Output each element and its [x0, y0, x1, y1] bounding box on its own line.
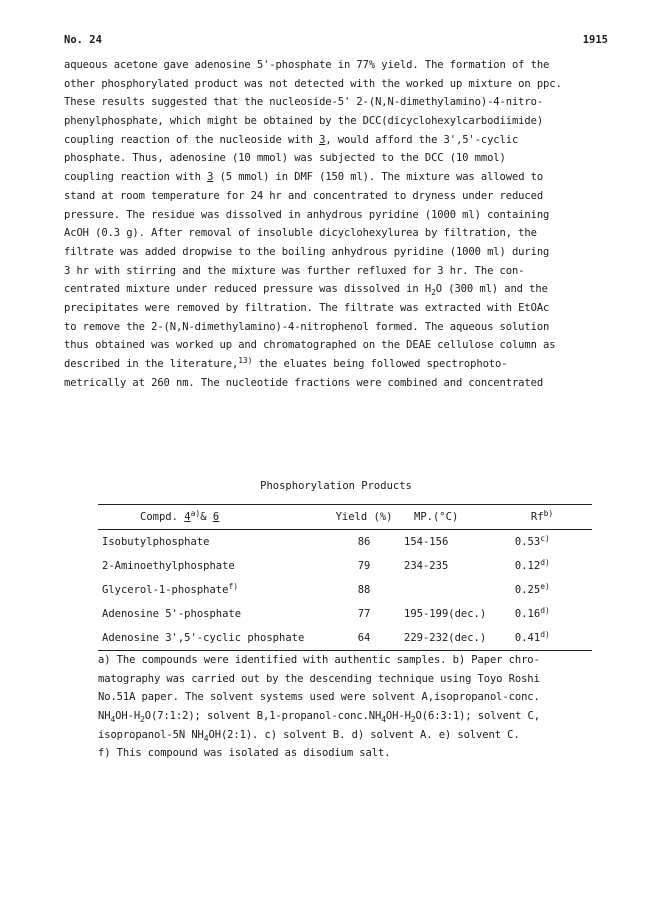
table-footnotes — [98, 651, 592, 763]
rf-cell — [511, 626, 592, 651]
page-header — [64, 34, 608, 50]
rf-value: 0.25 — [514, 584, 541, 596]
column-header-yield: Yield (%) — [335, 511, 393, 523]
mp-value: 234-235 — [404, 560, 449, 572]
text-line: to remove the 2-(N,N-dimethylamino)-4-nitrophenol formed. The aqueous solution — [64, 320, 550, 333]
yield-value: 64 — [357, 632, 371, 644]
text-line: stand at room temperature for 24 hr and concentrated to dryness under reduced — [64, 189, 544, 202]
table-row — [98, 530, 592, 555]
footnote-line: matography was carried out by the descending technique using Toyo Roshi — [98, 672, 540, 685]
table-caption: Phosphorylation Products — [260, 480, 412, 492]
mp-value: 195-199(dec.) — [404, 608, 487, 620]
text-line: phenylphosphate, which might be obtained by the DCC(dicyclohexylcarbodiimide) — [64, 115, 544, 128]
text-line: other phosphorylated product was not detected with the worked up mixture on ppc. — [64, 77, 562, 90]
rf-footnote-mark: c) — [540, 534, 550, 543]
mp-value: 154-156 — [404, 536, 449, 548]
text-line: precipitates were removed by filtration. The filtrate was extracted with EtOAc — [64, 301, 550, 314]
text-line: filtrate was added dropwise to the boiling anhydrous pyridine (1000 ml) during — [64, 245, 550, 258]
rf-cell — [511, 578, 592, 602]
footnote-line: $NH_4OH-H_2O(7:1:2)$; solvent $B,1-propanol-conc.NH_4OH-H_2O(6:3:1)$; solvent C, — [98, 710, 540, 725]
rf-value: 0.53 — [514, 536, 541, 548]
footnote-line: f) This compound was isolated as disodium salt. — [98, 747, 391, 760]
mp-value — [400, 578, 511, 602]
table-header-row — [98, 505, 592, 530]
compound-name: Adenosine 5'-phosphate — [102, 608, 242, 620]
column-header-mp: MP.(°C) — [414, 511, 459, 523]
text-line: These results suggested that the nucleoside-5' 2-(N,N-dimethylamino)-4-nitro- — [64, 96, 544, 109]
text-line: thus obtained was worked up and chromatographed on the DEAE cellulose column as — [64, 339, 556, 352]
text-line: coupling reaction of the nucleoside with 3, would afford the 3',5'-cyclic — [64, 133, 519, 146]
column-header-compound: Compd. 4$^{a)}$& 6 — [140, 509, 220, 523]
compound-name: Glycerol-1-phosphate — [102, 584, 229, 596]
footnote-line: a) The compounds were identified with authentic samples. b) Paper chro- — [98, 654, 540, 666]
yield-value: 79 — [357, 560, 371, 572]
compound-footnote-mark: f) — [228, 582, 239, 591]
body-paragraph — [64, 56, 608, 392]
text-line: pressure. The residue was dissolved in anhydrous pyridine (1000 ml) containing — [64, 208, 550, 221]
text-line: phosphate. Thus, adenosine (10 mmol) was subjected to the DCC (10 mmol) — [64, 152, 506, 165]
text-line: centrated mixture under reduced pressure was dissolved in $H_2O$ (300 ml) and the — [64, 283, 548, 298]
rf-value: 0.12 — [514, 560, 541, 572]
compound-name-cell — [98, 578, 328, 602]
rf-cell — [511, 554, 592, 578]
rf-footnote-mark: e) — [540, 582, 550, 591]
compound-name: Isobutylphosphate — [102, 536, 210, 548]
compound-name: 2-Aminoethylphosphate — [102, 560, 235, 572]
text-line: metrically at 260 nm. The nucleotide fractions were combined and concentrated — [64, 376, 544, 389]
yield-value: 86 — [357, 536, 371, 548]
text-line: 3 hr with stirring and the mixture was further refluxed for 3 hr. The con- — [64, 264, 525, 277]
compound-name: Adenosine 3',5'-cyclic phosphate — [102, 632, 305, 644]
rf-cell — [511, 530, 592, 555]
column-header-rf: Rf$^{b)}$ — [530, 509, 554, 523]
rf-value: 0.41 — [514, 632, 541, 644]
table-row — [98, 602, 592, 626]
text-line: aqueous acetone gave adenosine 5'-phosphate in 77% yield. The formation of the — [64, 59, 550, 71]
table-row — [98, 578, 592, 602]
footnote-line: No.51A paper. The solvent systems used were solvent A,isopropanol-conc. — [98, 691, 540, 704]
yield-value: 88 — [357, 584, 371, 596]
rf-footnote-mark: d) — [540, 630, 550, 639]
text-line: described in the literature,$^{13)}$ the eluates being followed spectrophoto- — [64, 356, 508, 370]
rf-value: 0.16 — [514, 608, 541, 620]
footnote-line: isopropanol-5N $NH_4OH(2:1)$. c) solvent B. d) solvent A. e) solvent C. — [98, 728, 520, 743]
journal-number: No. 24 — [64, 34, 102, 46]
mp-value: 229-232(dec.) — [404, 632, 487, 644]
table-row — [98, 626, 592, 651]
rf-cell — [511, 602, 592, 626]
text-line: AcOH (0.3 g). After removal of insoluble dicyclohexylurea by filtration, the — [64, 227, 537, 240]
page-number: 1915 — [582, 34, 608, 46]
rf-footnote-mark: d) — [540, 606, 550, 615]
yield-value: 77 — [357, 608, 371, 620]
phosphorylation-table — [98, 504, 592, 651]
table-row — [98, 554, 592, 578]
text-line: coupling reaction with 3 (5 mmol) in DMF (150 ml). The mixture was allowed to — [64, 171, 544, 184]
rf-footnote-mark: d) — [540, 558, 550, 567]
